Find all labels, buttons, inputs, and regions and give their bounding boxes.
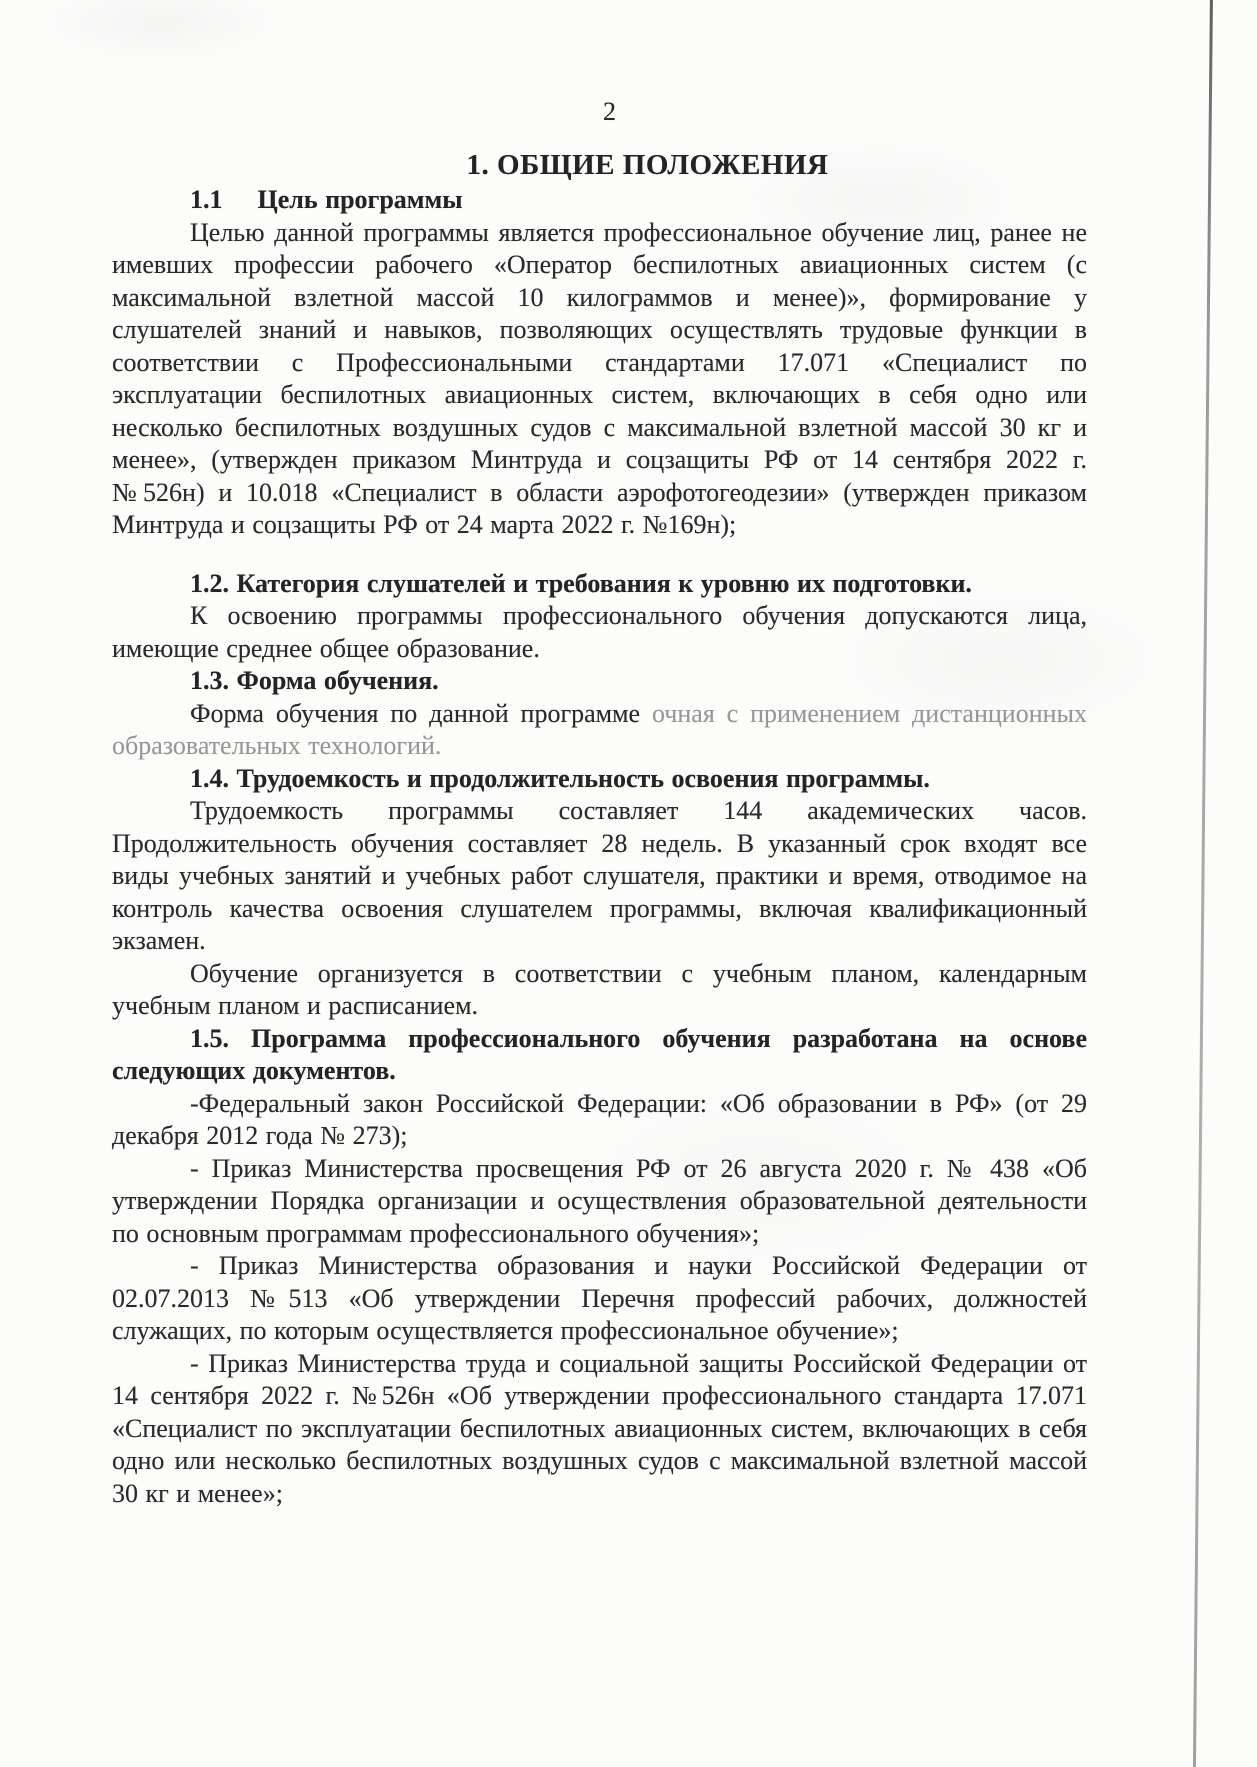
section-1-2-paragraph: К освоению программы профессионального обучения допускаются лица, имеющие среднее общее образование. (112, 601, 1087, 663)
section-1-1-number: 1.1 (190, 185, 223, 214)
document-content (112, 96, 1087, 1510)
page-number: 2 (603, 97, 616, 126)
page-edge-scan-line (1193, 0, 1213, 1767)
section-1-1-paragraph: Целью данной программы является профессиональное обучение лиц, ранее не имевших профессии рабочего «Оператор беспилотных авиационных систем (с максимальной взлетной массой 10 килограммов и менее)», формирование у слушателей знаний и навыков, позволяющих осуществлять трудовые функции в соответствии с Профессиональными стандартами 17.071 «Специалист по эксплуатации беспилотных авиационных систем, включающих в себя одно или несколько беспилотных воздушных судов с максимальной взлетной массой 30 кг и менее», (утвержден приказом Минтруда и соцзащиты РФ от 14 сентября 2022 г. №526н) и 10.018 «Специалист в области аэрофотогеодезии» (утвержден приказом Минтруда и соцзащиты РФ от 24 марта 2022 г. №169н); (112, 217, 1087, 539)
section-1-1-heading (112, 184, 1087, 217)
section-1-3-heading: 1.3. Форма обучения. (190, 666, 439, 695)
section-1-5-heading: 1.5. Программа профессионального обучения разработана на основе следующих документов. (112, 1023, 1087, 1085)
section-1-5-item-4: - Приказ Министерства труда и социальной защиты Российской Федерации от 14 сентября 2022 г. №526н «Об утверждении профессионального стандарта 17.071 «Специалист по эксплуатации беспилотных авиационных систем, включающих в себя одно или несколько беспилотных воздушных судов с максимальной взлетной массой 30 кг и менее»; (112, 1348, 1087, 1508)
section-1-5-item-2: - Приказ Министерства просвещения РФ от 26 августа 2020 г. № 438 «Об утверждении Порядка организации и осуществления образовательной деятельности по основным программам профессионального обучения»; (112, 1153, 1087, 1248)
section-1-3-paragraph (112, 698, 1087, 763)
section-1-2-heading: 1.2. Категория слушателей и требования к уровню их подготовки. (190, 568, 972, 598)
section-1-4-paragraph-2: Обучение организуется в соответствии с учебным планом, календарным учебным планом и расписанием. (112, 958, 1087, 1020)
section-1-4-heading: 1.4. Трудоемкость и продолжительность освоения программы. (190, 763, 930, 793)
section-1-5-item-1: -Федеральный закон Российской Федерации: «Об образовании в РФ» (от 29 декабря 2012 года № 273); (112, 1088, 1087, 1150)
section-1-3-paragraph-normal: Форма обучения по данной программе (190, 698, 652, 728)
section-1-3-paragraph-faded: очная с применением дистанционных образовательных технологий. (112, 698, 1087, 760)
section-1-1-heading-label: Цель программы (257, 185, 463, 214)
document-title: 1. ОБЩИЕ ПОЛОЖЕНИЯ (466, 148, 829, 181)
section-1-5-item-3: - Приказ Министерства образования и науки Российской Федерации от 02.07.2013 №513 «Об утверждении Перечня профессий рабочих, должностей служащих, по которым осуществляется профессиональное обучение»; (112, 1251, 1087, 1345)
section-1-4-paragraph-1: Трудоемкость программы составляет 144 академических часов. Продолжительность обучения составляет 28 недель. В указанный срок входят все виды учебных занятий и учебных работ слушателя, практики и время, отводимое на контроль качества освоения слушателем программы, включая квалификационный экзамен. (112, 796, 1087, 955)
